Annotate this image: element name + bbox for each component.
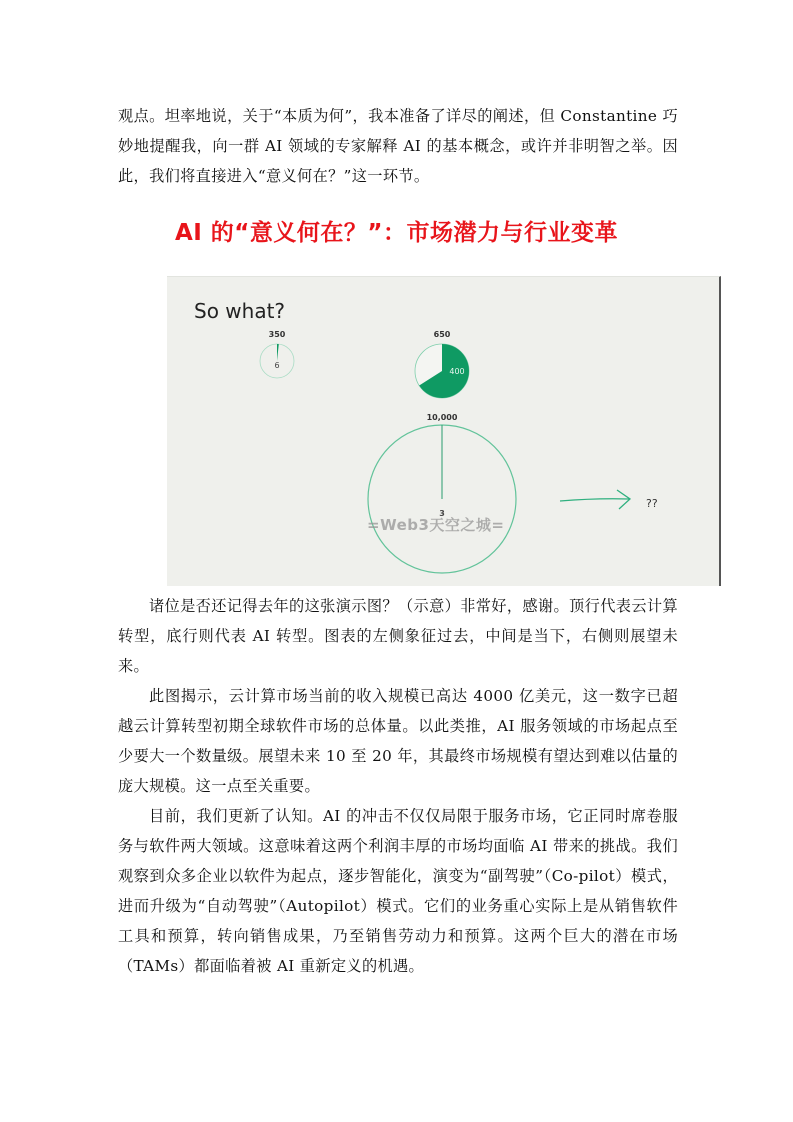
paragraph-1: 诸位是否还记得去年的这张演示图？（示意）非常好，感谢。顶行代表云计算转型，底行则代表 AI 转型。图表的左侧象征过去，中间是当下，右侧则展望未来。 (118, 597, 678, 675)
intro-paragraph: 观点。坦率地说，关于“本质为何”，我本准备了详尽的阐述，但 Constantine 巧妙地提醒我，向一群 AI 领域的专家解释 AI 的基本概念，或许并非明智之举。因此，我们将直接进入“意义何在？”这一环节。 (118, 107, 678, 185)
pie-charts-graphic (167, 277, 719, 586)
paragraph-3: 目前，我们更新了认知。AI 的冲击不仅仅局限于服务市场，它正同时席卷服务与软件两大领域。这意味着这两个利润丰厚的市场均面临 AI 带来的挑战。我们观察到众多企业以软件为起点，逐步智能化，演变为“副驾驶”（Co-pilot）模式，进而升级为“自动驾驶”（Autopilot）模式。它们的业务重心实际上是从销售软件工具和预算，转向销售成果，乃至销售劳动力和预算。这两个巨大的潜在市场（TAMs）都面临着被 AI 重新定义的机遇。 (118, 807, 678, 975)
section-heading: AI 的“意义何在？”：市场潜力与行业变革 (174, 220, 619, 246)
slide-title: So what? (194, 299, 286, 323)
pie-past-total: 350 (268, 330, 286, 339)
pie-ai (368, 425, 516, 573)
pie-ai-value: 3 (439, 509, 445, 518)
arrow-icon (560, 490, 630, 509)
paragraph-2: 此图揭示，云计算市场当前的收入规模已高达 4000 亿美元，这一数字已超越云计算转型初期全球软件市场的总体量。以此类推，AI 服务领域的市场起点至少要大一个数量级。展望未来 10 至 20 年，其最终市场规模有望达到难以估量的庞大规模。这一点至关重要。 (118, 687, 678, 795)
future-label: ?? (646, 497, 658, 510)
pie-ai-total: 10,000 (426, 413, 458, 422)
pie-past-value: 6 (274, 361, 280, 370)
pie-present-total: 650 (433, 330, 451, 339)
watermark: =Web3天空之城= (367, 516, 505, 534)
slide-image (167, 276, 721, 586)
pie-present-value: 400 (449, 367, 465, 376)
